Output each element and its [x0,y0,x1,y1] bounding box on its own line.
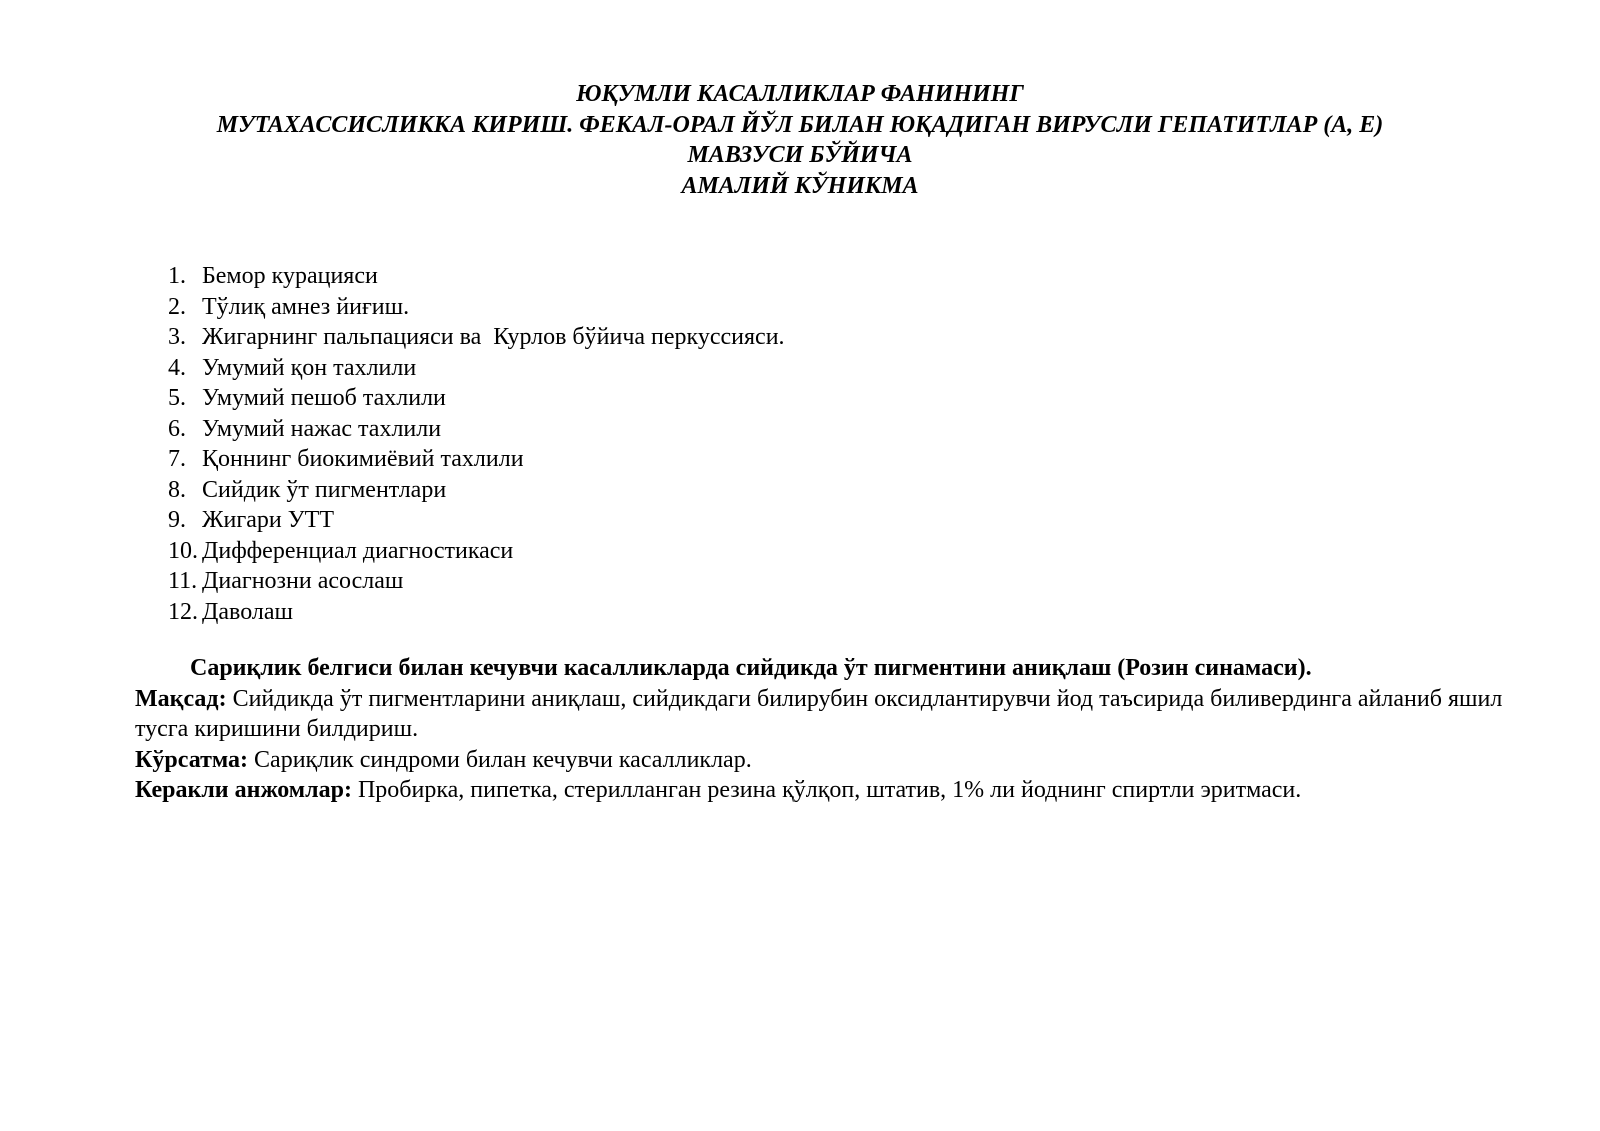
task-item [168,536,785,567]
indication-text: Сариқлик синдроми билан кечувчи касалликлар. [248,746,752,773]
task-text: Дифференциал диагностикаси [202,537,514,564]
task-number: 3. [168,324,186,350]
task-text: Умумий нажас тахлили [202,415,442,442]
equipment-label: Керакли анжомлар: [135,777,352,803]
task-number: 1. [168,263,186,289]
indication-paragraph [135,745,1515,776]
task-item [168,383,785,414]
task-item [168,475,785,506]
equipment-paragraph [135,775,1515,806]
task-text: Бемор курацияси [202,263,378,289]
title-line-2: МУТАХАССИСЛИККА КИРИШ. ФЕКАЛ-ОРАЛ ЙЎЛ БИЛАН ЮҚАДИГАН ВИРУСЛИ ГЕПАТИТЛАР (А, Е) [216,111,1384,138]
task-number: 4. [168,354,186,381]
purpose-paragraph [135,684,1515,745]
task-number: 11. [168,568,198,594]
task-item [168,597,785,628]
task-text: Диагнозни асослаш [202,568,404,594]
indication-label: Кўрсатма: [135,746,249,773]
task-text: Қоннинг биокимиёвий тахлили [202,446,524,472]
document-title [0,79,1600,201]
task-number: 12. [168,598,198,625]
task-number: 5. [168,385,186,411]
task-text: Даволаш [202,598,293,625]
task-item [168,566,785,597]
task-item [168,292,785,323]
task-item [168,353,785,384]
task-number: 10. [168,537,198,564]
task-item [168,414,785,445]
task-text: Жигари УТТ [202,507,334,533]
task-text: Умумий қон тахлили [202,354,417,381]
purpose-text: Сийдикда ўт пигментларини аниқлаш, сийдикдаги билирубин оксидлантирувчи йод таъсирида биливердинга айланиб яшил тусга киришини билдириш. [135,685,1503,742]
task-text: Тўлиқ амнез йиғиш. [202,293,410,320]
task-text: Жигарнинг пальпацияси ва Курлов бўйича перкуссияси. [202,324,785,350]
procedure-section [135,653,1515,806]
task-item [168,444,785,475]
task-number: 2. [168,293,186,320]
task-number: 6. [168,415,186,442]
task-item [168,261,785,292]
title-line-3: МАВЗУСИ БЎЙИЧА [687,142,913,168]
task-number: 9. [168,507,186,533]
section-heading: Сариқлик белгиси билан кечувчи касалликларда сийдикда ўт пигментини аниқлаш (Розин синамаси). [190,655,1312,681]
title-line-1: ЮҚУМЛИ КАСАЛЛИКЛАР ФАНИНИНГ [576,81,1024,107]
task-number: 7. [168,446,186,472]
task-list [168,261,785,627]
title-line-4: АМАЛИЙ КЎНИКМА [681,172,919,199]
task-number: 8. [168,476,186,503]
task-text: Сийдик ўт пигментлари [202,476,447,503]
equipment-text: Пробирка, пипетка, стерилланган резина қўлқоп, штатив, 1% ли йоднинг спиртли эритмаси. [351,777,1302,803]
task-text: Умумий пешоб тахлили [202,385,446,411]
purpose-label: Мақсад: [135,685,227,712]
task-item [168,322,785,353]
task-item [168,505,785,536]
